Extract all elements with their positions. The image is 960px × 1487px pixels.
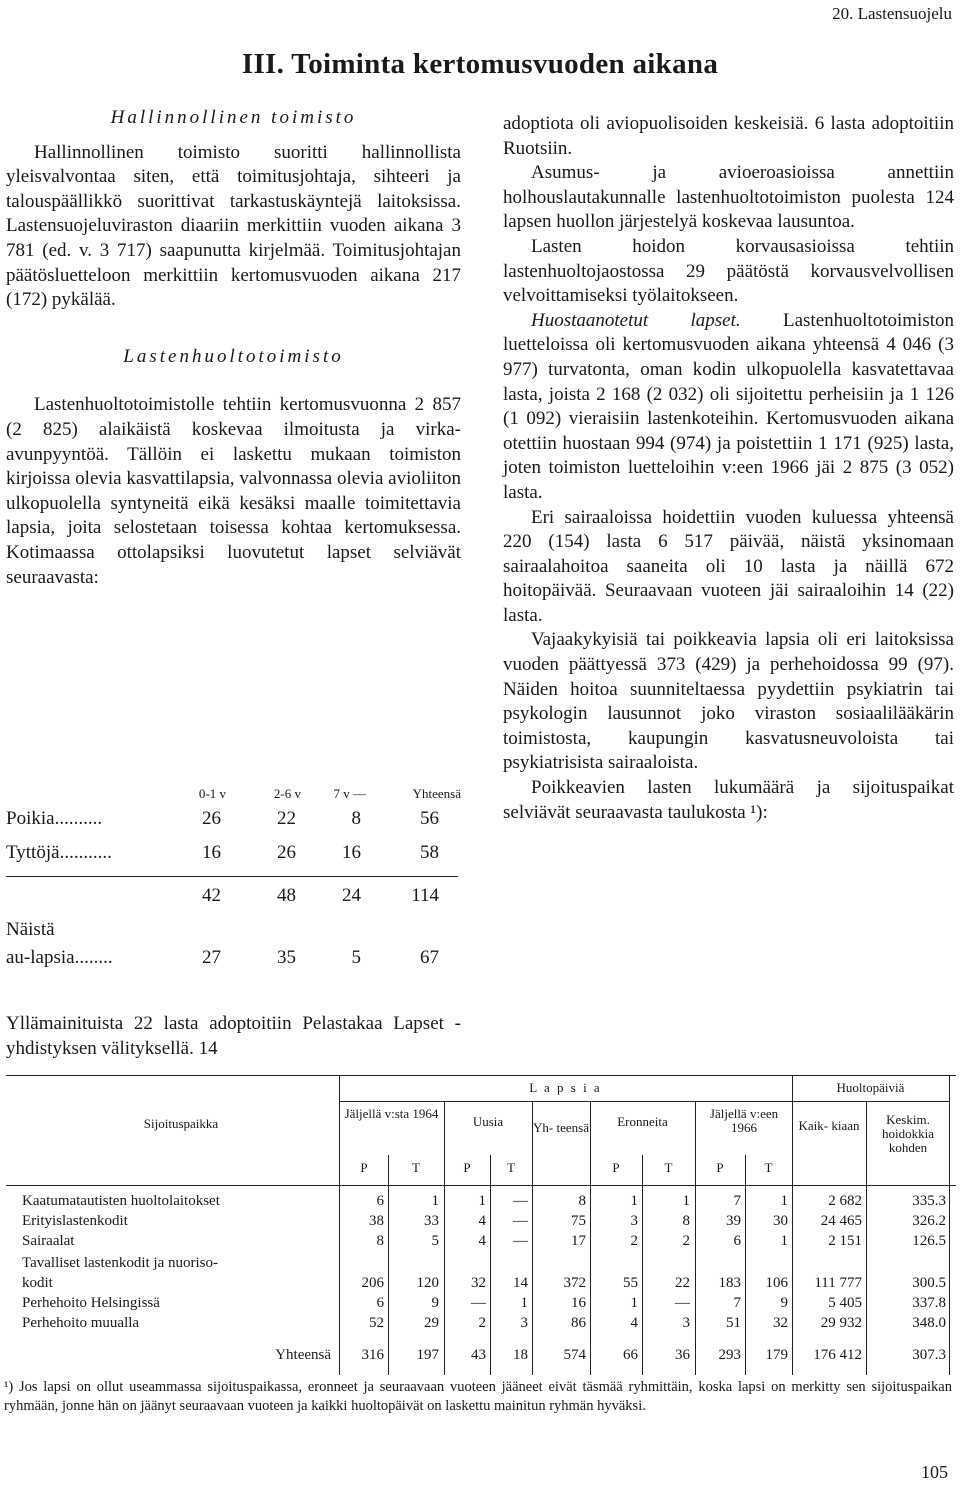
table-cell: 6 bbox=[376, 1295, 384, 1311]
row-label: Erityislastenkodit bbox=[22, 1213, 128, 1229]
age-cell: 27 bbox=[202, 947, 221, 968]
age-cell: 58 bbox=[420, 842, 439, 863]
page-number: 105 bbox=[921, 1462, 948, 1482]
table-cell: 38 bbox=[369, 1213, 384, 1229]
table-header-rule bbox=[6, 1185, 956, 1186]
age-row-label: au-lapsia bbox=[6, 947, 75, 968]
table-cell: 126.5 bbox=[912, 1233, 946, 1249]
table-cell: 2 bbox=[630, 1233, 638, 1249]
age-cell: 5 bbox=[351, 947, 361, 968]
table-cell: 55 bbox=[623, 1275, 638, 1291]
table-cell: 111 777 bbox=[814, 1275, 862, 1291]
table-cell: 5 405 bbox=[828, 1295, 862, 1311]
paragraph-poikkeavat: Poikkeavien lasten lukumäärä ja sijoituspaikat selviävät seuraavasta taulukosta ¹): bbox=[503, 777, 954, 823]
header-sijoituspaikka: Sijoituspaikka bbox=[143, 1116, 219, 1131]
paragraph-hallinnollinen: Hallinnollinen toimisto suoritti hallinnollista yleisvalvontaa siten, että toimitusjohtaja, sihteeri ja talouspäällikkö suorittivat tarkastuskäyntejä laitoksissa. Lastensuojeluviraston diaariin merkittiin vuoden aikana 3 781 (ed. v. 3 717) saapunutta kirjelmää. Toimitusjohtajan päätösluetteloon merkittiin kertomusvuoden aikana 217 (172) pykälää. bbox=[6, 141, 461, 311]
age-row bbox=[6, 808, 461, 842]
table-cell: — bbox=[675, 1295, 690, 1311]
total-cell: 307.3 bbox=[912, 1347, 946, 1363]
footnote: ¹) Jos lapsi on ollut useammassa sijoituspaikassa, eronneet ja seuraavaan vuoteen jääneet eivät täsmää ryhmittäin, koska lapsi on merkitty sen sijoituspaikan ryhmään, jonne hän on jäänyt seuraavaan vuoteen ja kaikki huoltopäivät on laskettu mainitun ryhmän hyväksi. bbox=[4, 1379, 952, 1414]
row-label: kodit bbox=[22, 1275, 53, 1291]
total-cell: 66 bbox=[623, 1347, 638, 1363]
age-row bbox=[6, 919, 461, 947]
table-cell: 2 bbox=[478, 1315, 486, 1331]
total-cell: 176 412 bbox=[813, 1347, 862, 1363]
adoption-age-table bbox=[6, 786, 461, 981]
table-cell: 3 bbox=[682, 1315, 690, 1331]
table-cell: 300.5 bbox=[912, 1275, 946, 1291]
header-keskim: Keskim. hoidokkia kohden bbox=[882, 1112, 934, 1155]
table-cell: 52 bbox=[369, 1315, 384, 1331]
total-cell: 197 bbox=[416, 1347, 439, 1363]
table-cell: 16 bbox=[571, 1295, 586, 1311]
table-cell: 8 bbox=[376, 1233, 384, 1249]
age-row bbox=[6, 842, 458, 877]
row-label: Perhehoito muualla bbox=[22, 1315, 140, 1331]
table-cell: 3 bbox=[520, 1315, 528, 1331]
left-column bbox=[6, 106, 461, 590]
leader-dots: .......... bbox=[54, 808, 103, 829]
paragraph-sairaalat: Eri sairaaloissa hoidettiin vuoden kuluessa yhteensä 220 (154) lasta 6 517 päivää, näistä yksinomaan sairaalahoitoa saaneita oli 10 lasta ja näillä 672 hoitopäivää. Seuraavaan vuoteen jäi sairaaloihin 14 (22) lasta. bbox=[503, 506, 954, 626]
age-header-cell: 7 v — bbox=[333, 786, 366, 801]
table-cell: 75 bbox=[571, 1213, 586, 1229]
table-cell: 335.3 bbox=[912, 1193, 946, 1209]
table-cell: 1 bbox=[431, 1193, 439, 1209]
table-vline bbox=[745, 1155, 746, 1375]
age-header-cell: 2-6 v bbox=[273, 786, 301, 801]
table-cell: 33 bbox=[424, 1213, 439, 1229]
table-cell: 337.8 bbox=[912, 1295, 946, 1311]
header-yhteensa: Yh- teensä bbox=[533, 1120, 589, 1135]
header-t: T bbox=[412, 1160, 420, 1175]
table-cell: 8 bbox=[578, 1193, 586, 1209]
table-cell: 4 bbox=[478, 1213, 486, 1229]
paragraph-lastenhuolto: Lastenhuoltotoimistolle tehtiin kertomusvuonna 2 857 (2 825) alaikäistä koskevaa ilmoitusta ja virka-avunpyyntöä. Tällöin ei laskettu mukaan toimiston kirjoissa olevia kasvattilapsia, valvonnassa olevia avioliiton ulkopuolella syntyneitä eikä kesäksi maalle toimitettavia lapsia, joita selostetaan toisessa kohtaa kertomuksessa. Kotimaassa ottolapsiksi luovutetut lapset selviävät seuraavasta: bbox=[6, 394, 461, 588]
table-cell: 1 bbox=[630, 1295, 638, 1311]
table-cell: 4 bbox=[630, 1315, 638, 1331]
header-jaljella-1964: Jäljellä v:sta 1964 bbox=[344, 1106, 439, 1121]
age-total-row bbox=[6, 885, 461, 919]
placement-table bbox=[6, 1075, 956, 1375]
table-cell: — bbox=[471, 1295, 486, 1311]
total-cell: 293 bbox=[718, 1347, 741, 1363]
age-cell: 24 bbox=[342, 885, 361, 906]
table-cell: 372 bbox=[563, 1275, 586, 1291]
age-header-cell: Yhteensä bbox=[412, 786, 461, 801]
age-table-header bbox=[6, 786, 461, 808]
table-cell: 348.0 bbox=[912, 1315, 946, 1331]
leader-dots: ........... bbox=[59, 842, 112, 863]
header-jaljella-1966: Jäljellä v:een 1966 bbox=[709, 1106, 779, 1135]
header-p: P bbox=[612, 1160, 620, 1175]
table-cell: 1 bbox=[520, 1295, 528, 1311]
table-cell: 17 bbox=[571, 1233, 586, 1249]
age-row-label: Tyttöjä bbox=[6, 842, 60, 863]
table-cell: — bbox=[513, 1213, 528, 1229]
age-cell: 16 bbox=[202, 842, 221, 863]
table-cell: 7 bbox=[733, 1295, 741, 1311]
table-cell: 9 bbox=[780, 1295, 788, 1311]
table-vline bbox=[490, 1155, 491, 1375]
total-cell: 574 bbox=[563, 1347, 586, 1363]
table-cell: 2 682 bbox=[828, 1193, 862, 1209]
paragraph-adoption: Yllämainituista 22 lasta adoptoitiin Pelastakaa Lapset -yhdistyksen välityksellä. 14 bbox=[6, 1013, 461, 1059]
left-after-table bbox=[6, 1012, 461, 1061]
header-t: T bbox=[764, 1160, 773, 1175]
age-header-cell: 0-1 v bbox=[198, 786, 226, 801]
age-cell: 35 bbox=[277, 947, 296, 968]
table-subheader-rule bbox=[339, 1101, 949, 1102]
total-cell: 43 bbox=[471, 1347, 486, 1363]
age-cell: 22 bbox=[277, 808, 296, 829]
table-vline bbox=[949, 1075, 950, 1375]
age-cell: 26 bbox=[277, 842, 296, 863]
row-label: Kaatumatautisten huoltolaitokset bbox=[22, 1193, 220, 1209]
age-cell: 56 bbox=[420, 808, 439, 829]
table-cell: 6 bbox=[376, 1193, 384, 1209]
table-cell: 51 bbox=[726, 1315, 741, 1331]
table-cell: 120 bbox=[416, 1275, 439, 1291]
header-lapsia: L a p s i a bbox=[529, 1080, 602, 1095]
table-cell: — bbox=[513, 1193, 528, 1209]
table-cell: 326.2 bbox=[912, 1213, 946, 1229]
table-cell: 29 bbox=[424, 1315, 439, 1331]
subheading-huostaanotetut: Huostaanotetut lapset. bbox=[531, 309, 741, 331]
table-cell: 39 bbox=[726, 1213, 741, 1229]
running-header: 20. Lastensuojelu bbox=[832, 4, 952, 23]
header-uusia: Uusia bbox=[472, 1114, 504, 1129]
table-cell: 29 932 bbox=[820, 1315, 862, 1331]
table-cell: 206 bbox=[361, 1275, 384, 1291]
table-cell: 32 bbox=[471, 1275, 486, 1291]
header-p: P bbox=[463, 1160, 471, 1175]
age-row bbox=[6, 947, 461, 981]
table-cell: 5 bbox=[431, 1233, 439, 1249]
table-top-rule bbox=[6, 1075, 956, 1076]
table-cell: 7 bbox=[733, 1193, 741, 1209]
table-cell: 1 bbox=[630, 1193, 638, 1209]
table-cell: 24 465 bbox=[820, 1213, 862, 1229]
age-cell: 8 bbox=[351, 808, 361, 829]
right-column bbox=[503, 112, 954, 825]
header-p: P bbox=[360, 1160, 368, 1175]
table-cell: 30 bbox=[773, 1213, 788, 1229]
total-cell: 36 bbox=[675, 1347, 690, 1363]
table-vline bbox=[866, 1101, 867, 1375]
header-kaikkiaan: Kaik- kiaan bbox=[798, 1118, 860, 1133]
table-cell: 6 bbox=[733, 1233, 741, 1249]
header-huoltopaivia: Huoltopäiviä bbox=[836, 1080, 905, 1095]
age-cell: 42 bbox=[202, 885, 221, 906]
table-cell: 183 bbox=[718, 1275, 741, 1291]
paragraph-huostaan-text: Lastenhuoltotoimiston luetteloissa oli kertomusvuoden aikana yhteensä 4 046 (3 977) turvatonta, oman kodin ulkopuolella kasvatettavaa lasta, joista 2 168 (2 032) oli sijoitettu perheisiin ja 1 126 (1 092) vieraisiin lastenkoteihin. Kertomusvuoden aikana otettiin huostaan 994 (974) ja poistettiin 1 171 (925) lasta, joten toimiston luetteloihin v:een 1966 jäi 2 875 (3 052) lasta. bbox=[503, 309, 954, 503]
paragraph-asumus: Asumus- ja avioeroasioissa annettiin holhouslautakunnalle lastenhuoltotoimiston puolesta 124 lapsen huollon järjestelyä koskevaa lausuntoa. bbox=[503, 162, 954, 233]
age-cell: 48 bbox=[277, 885, 296, 906]
heading-hallinnollinen: Hallinnollinen toimisto bbox=[110, 107, 357, 128]
section-title: III. Toiminta kertomusvuoden aikana bbox=[241, 48, 719, 80]
table-vline bbox=[388, 1155, 389, 1375]
age-cell: 26 bbox=[202, 808, 221, 829]
table-cell: 2 bbox=[682, 1233, 690, 1249]
age-row-label: Näistä bbox=[6, 919, 55, 940]
header-p: P bbox=[716, 1160, 724, 1175]
table-cell: 14 bbox=[513, 1275, 528, 1291]
total-cell: 18 bbox=[513, 1347, 528, 1363]
table-cell: — bbox=[513, 1233, 528, 1249]
table-cell: 1 bbox=[478, 1193, 486, 1209]
table-cell: 3 bbox=[630, 1213, 638, 1229]
table-cell: 8 bbox=[682, 1213, 690, 1229]
age-row-label: Poikia bbox=[6, 808, 55, 829]
table-cell: 2 151 bbox=[828, 1233, 862, 1249]
paragraph-korvaus: Lasten hoidon korvausasioissa tehtiin lastenhuoltojaostossa 29 päätöstä korvausvelvollisen velvoittamiseksi työlaitokseen. bbox=[503, 235, 954, 307]
paragraph-huostaan bbox=[503, 309, 954, 506]
table-vline bbox=[642, 1155, 643, 1375]
age-cell: 114 bbox=[411, 885, 439, 906]
paragraph-adoptiota: adoptiota oli aviopuolisoiden keskeisiä. 6 lasta adoptoitiin Ruotsiin. bbox=[503, 113, 954, 159]
header-t: T bbox=[664, 1160, 673, 1175]
age-cell: 16 bbox=[342, 842, 361, 863]
row-label: Perhehoito Helsingissä bbox=[22, 1295, 160, 1311]
header-t: T bbox=[507, 1160, 515, 1175]
total-cell: 316 bbox=[361, 1347, 384, 1363]
heading-lastenhuolto: Lastenhuoltotoimisto bbox=[123, 345, 344, 367]
table-cell: 86 bbox=[571, 1315, 586, 1331]
table-cell: 4 bbox=[478, 1233, 486, 1249]
row-label: Sairaalat bbox=[22, 1233, 75, 1249]
table-cell: 1 bbox=[780, 1193, 788, 1209]
table-cell: 32 bbox=[773, 1315, 788, 1331]
table-cell: 9 bbox=[431, 1295, 439, 1311]
table-cell: 22 bbox=[675, 1275, 690, 1291]
age-cell: 67 bbox=[420, 947, 439, 968]
total-cell: 179 bbox=[765, 1347, 788, 1363]
row-label: Tavalliset lastenkodit ja nuoriso- bbox=[22, 1255, 218, 1271]
table-cell: 1 bbox=[682, 1193, 690, 1209]
leader-dots: ........ bbox=[74, 947, 113, 968]
paragraph-vajaakykyiset: Vajaakykyisiä tai poikkeavia lapsia oli eri laitoksissa vuoden päättyessä 373 (429) ja perhehoidossa 99 (97). Näiden hoitoa suunniteltaessa pyydettiin psykiatrin tai psykologin lausunnot joko viraston sosiaalilääkärin toimistosta, kaupungin kasvatusneuvoloista tai psykiatrisista sairaaloista. bbox=[503, 629, 954, 774]
table-cell: 106 bbox=[765, 1275, 788, 1291]
table-cell: 1 bbox=[780, 1233, 788, 1249]
header-eronneita: Eronneita bbox=[617, 1114, 668, 1129]
total-label: Yhteensä bbox=[275, 1347, 331, 1363]
